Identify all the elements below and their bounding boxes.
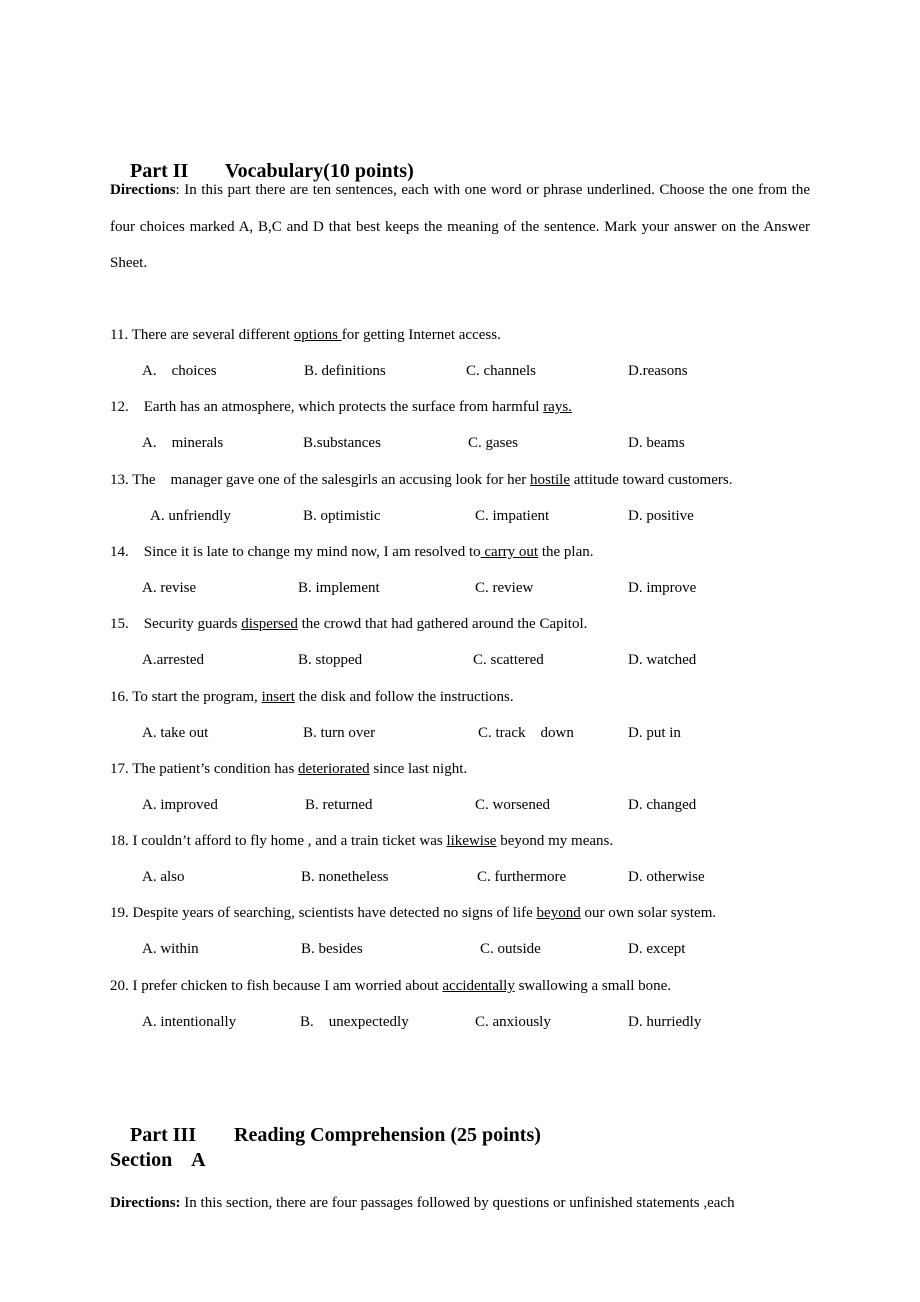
option-a: A. improved bbox=[142, 796, 218, 813]
question-text-end: for getting Internet access. bbox=[341, 327, 501, 343]
option-a: A. minerals bbox=[142, 435, 224, 452]
question-16 bbox=[110, 689, 514, 706]
question-text: 17. The patient’s condition has bbox=[110, 760, 299, 777]
option-b: B. besides bbox=[301, 941, 363, 958]
option-b: B. unexpectedly bbox=[300, 1013, 409, 1030]
option-a: A. within bbox=[142, 941, 199, 958]
option-a: A. choices bbox=[142, 363, 217, 379]
underlined-word: likewise bbox=[446, 833, 497, 850]
part2-title: Vocabulary(10 points) bbox=[225, 160, 414, 182]
option-c: C. anxiously bbox=[475, 1013, 551, 1030]
option-a: A.arrested bbox=[142, 652, 205, 669]
option-c: C. gases bbox=[468, 435, 518, 452]
question-text: 13. The manager gave one of the salesgirls an accusing look for her bbox=[110, 471, 530, 488]
option-b: B. implement bbox=[298, 579, 380, 596]
option-c: C. scattered bbox=[473, 652, 544, 669]
option-c: C. channels bbox=[466, 363, 536, 379]
question-14 bbox=[110, 544, 594, 561]
option-a: A. revise bbox=[142, 579, 197, 596]
question-12 bbox=[110, 399, 572, 416]
question-13 bbox=[110, 472, 732, 489]
question-text: 19. Despite years of searching, scientists have detected no signs of life bbox=[110, 905, 537, 922]
question-text-end: attitude toward customers. bbox=[570, 471, 733, 488]
option-d: D. positive bbox=[628, 507, 694, 524]
option-b: B. turn over bbox=[303, 724, 376, 741]
question-18 bbox=[110, 833, 613, 850]
underlined-word: options bbox=[293, 327, 342, 343]
question-19 bbox=[110, 905, 716, 922]
question-text: 18. I couldn’t afford to fly home , and a train ticket was bbox=[110, 833, 447, 850]
question-text: 14. Since it is late to change my mind now, I am resolved to bbox=[110, 543, 481, 560]
underlined-word: accidentally bbox=[442, 977, 515, 994]
option-a: A. unfriendly bbox=[150, 507, 231, 524]
option-b: B. nonetheless bbox=[301, 869, 389, 886]
option-d: D. put in bbox=[628, 724, 681, 741]
underlined-word: beyond bbox=[536, 905, 581, 922]
part3-label: Part III bbox=[130, 1124, 197, 1146]
underlined-word: rays. bbox=[543, 399, 572, 416]
underlined-word: insert bbox=[261, 688, 295, 705]
underlined-word: dispersed bbox=[241, 616, 298, 633]
option-d: D. changed bbox=[628, 796, 697, 813]
part2-directions-label: Directions bbox=[110, 182, 176, 198]
part2-directions-text: : In this part there are ten sentences, each with one word or phrase underlined. Choose the one from the four choices marked A, B,C and D that best keeps the meaning of the sentence. Mark your answer on the Answer Sheet. bbox=[110, 182, 810, 271]
part3-directions bbox=[110, 1185, 810, 1222]
option-c: C. furthermore bbox=[477, 869, 567, 886]
option-d: D. watched bbox=[628, 652, 697, 669]
question-15 bbox=[110, 616, 587, 633]
option-d: D. improve bbox=[628, 579, 697, 596]
option-c: C. worsened bbox=[475, 796, 550, 813]
part3-directions-label: Directions: bbox=[110, 1195, 181, 1211]
underlined-word: carry out bbox=[480, 543, 539, 560]
question-text: 11. There are several different bbox=[110, 327, 294, 343]
question-text-end: beyond my means. bbox=[496, 833, 614, 850]
option-b: B.substances bbox=[303, 435, 381, 452]
question-20 bbox=[110, 978, 671, 995]
option-a: A. intentionally bbox=[142, 1013, 237, 1030]
option-d: D. hurriedly bbox=[628, 1013, 702, 1030]
option-a: A. also bbox=[142, 869, 185, 886]
option-d: D. except bbox=[628, 941, 686, 958]
part2-directions bbox=[110, 172, 810, 282]
option-a: A. take out bbox=[142, 724, 209, 741]
option-b: B. optimistic bbox=[303, 507, 381, 524]
option-c: C. impatient bbox=[475, 507, 550, 524]
section-a-heading: Section A bbox=[110, 1149, 206, 1171]
option-c: C. outside bbox=[480, 941, 541, 958]
question-text-end: the crowd that had gathered around the Capitol. bbox=[297, 616, 588, 633]
question-text-end: swallowing a small bone. bbox=[514, 977, 672, 994]
part2-label: Part II bbox=[130, 160, 189, 182]
underlined-word: deteriorated bbox=[298, 760, 370, 777]
question-text: 16. To start the program, bbox=[110, 688, 262, 705]
question-text-end: our own solar system. bbox=[580, 905, 717, 922]
question-17 bbox=[110, 761, 467, 778]
question-11 bbox=[110, 327, 501, 344]
question-text: 20. I prefer chicken to fish because I am worried about bbox=[110, 977, 443, 994]
option-c: C. track down bbox=[478, 724, 574, 741]
question-text-end: since last night. bbox=[369, 760, 468, 777]
part3-directions-text: In this section, there are four passages followed by questions or unfinished statements ,each bbox=[180, 1195, 735, 1211]
question-text: 15. Security guards bbox=[110, 616, 242, 633]
option-b: B. returned bbox=[305, 796, 373, 813]
option-d: D.reasons bbox=[628, 363, 688, 379]
option-c: C. review bbox=[475, 579, 534, 596]
option-b: B. definitions bbox=[304, 363, 386, 379]
part3-title: Reading Comprehension (25 points) bbox=[234, 1124, 541, 1146]
question-text: 12. Earth has an atmosphere, which protects the surface from harmful bbox=[110, 399, 544, 416]
option-b: B. stopped bbox=[298, 652, 363, 669]
question-text-end: the disk and follow the instructions. bbox=[294, 688, 514, 705]
question-text-end: the plan. bbox=[538, 543, 594, 560]
option-d: D. otherwise bbox=[628, 869, 705, 886]
underlined-word: hostile bbox=[530, 471, 570, 488]
option-d: D. beams bbox=[628, 435, 685, 452]
